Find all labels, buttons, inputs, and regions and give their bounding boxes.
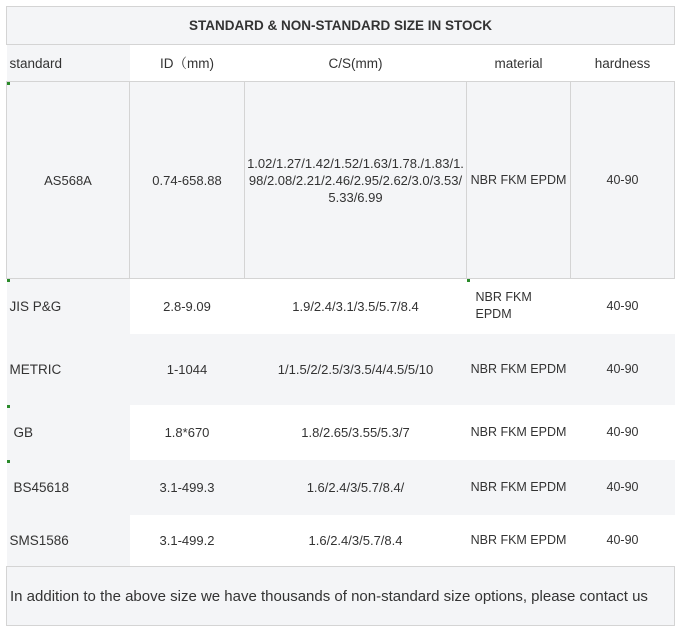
cell-id: 1-1044 xyxy=(130,334,245,405)
header-material: material xyxy=(467,45,571,82)
header-row xyxy=(7,45,675,82)
cell-id: 3.1-499.2 xyxy=(159,532,215,548)
cell-cs: 1.02/1.27/1.42/1.52/1.63/1.78./1.83/1.98/2.08/2.21/2.46/2.95/2.62/3.0/3.53/5.33/6.99 xyxy=(245,82,467,279)
cell-material xyxy=(467,279,571,334)
cell-material: NBR FKM EPDM xyxy=(467,334,571,405)
material-text: NBR FKM EPDM xyxy=(475,290,532,322)
cell-id: 2.8-9.09 xyxy=(163,298,211,314)
table-title: STANDARD & NON-STANDARD SIZE IN STOCK xyxy=(7,7,675,45)
cell-standard: GB xyxy=(7,405,130,460)
cell-material: NBR FKM EPDM xyxy=(470,424,567,439)
cell-material: NBR FKM EPDM xyxy=(467,82,571,279)
table-row xyxy=(7,82,675,279)
cell-standard: SMS1586 xyxy=(7,515,130,567)
cell-hardness: 40-90 xyxy=(571,82,675,279)
cell-hardness: 40-90 xyxy=(606,298,639,313)
table-row xyxy=(7,515,675,567)
cell-standard: METRIC xyxy=(7,334,130,405)
table-row xyxy=(7,334,675,405)
table-row xyxy=(7,405,675,460)
cell-id: 3.1-499.3 xyxy=(130,460,245,515)
cell-cs: 1.9/2.4/3.1/3.5/5.7/8.4 xyxy=(292,298,419,314)
header-cs: C/S(mm) xyxy=(245,45,467,82)
cell-hardness: 40-90 xyxy=(571,334,675,405)
cell-hardness: 40-90 xyxy=(571,460,675,515)
cell-material: NBR FKM EPDM xyxy=(470,532,567,547)
footer-note: In addition to the above size we have thousands of non-standard size options, please contact us xyxy=(7,567,675,626)
cell-material: NBR FKM EPDM xyxy=(467,460,571,515)
cell-hardness: 40-90 xyxy=(606,424,639,439)
header-standard: standard xyxy=(7,45,130,82)
cell-id: 0.74-658.88 xyxy=(130,82,245,279)
header-hardness: hardness xyxy=(571,45,675,82)
cell-standard: JIS P&G xyxy=(7,279,130,334)
cell-standard: BS45618 xyxy=(7,460,130,515)
cell-cs: 1/1.5/2/2.5/3/3.5/4/4.5/5/10 xyxy=(245,334,467,405)
table-row xyxy=(7,460,675,515)
cell-cs: 1.6/2.4/3/5.7/8.4/ xyxy=(245,460,467,515)
header-id: ID（mm) xyxy=(130,45,245,82)
cell-cs: 1.8/2.65/3.55/5.3/7 xyxy=(301,424,410,440)
cell-standard: AS568A xyxy=(7,82,130,279)
table-row xyxy=(7,279,675,334)
size-table xyxy=(6,6,675,626)
cell-id: 1.8*670 xyxy=(164,424,210,440)
cell-hardness: 40-90 xyxy=(606,532,639,547)
cell-cs: 1.6/2.4/3/5.7/8.4 xyxy=(308,532,403,548)
